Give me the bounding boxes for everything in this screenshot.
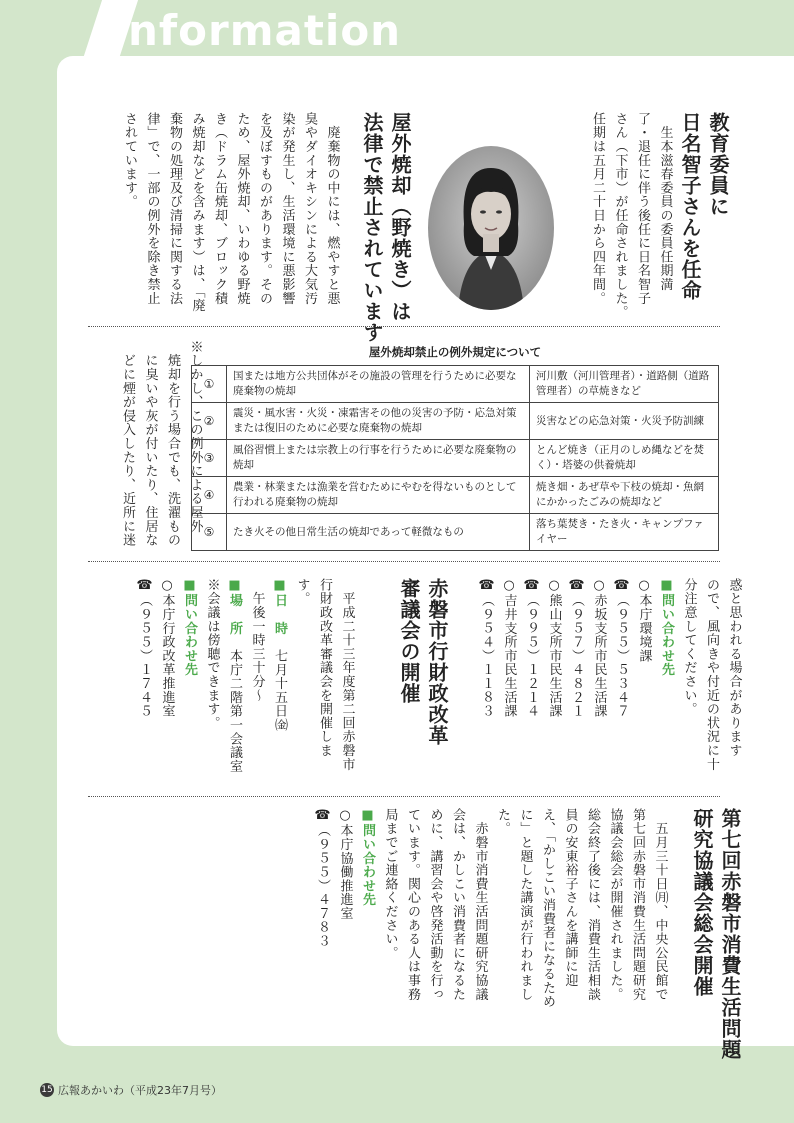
article1-body: 生本滋春委員の委員任期満 了・退任に伴う後任に日名智子 さん（下市）が任命されました。 任期は五月二十日から四年間。 [590, 112, 673, 319]
article4-body: 五月三十日㈪、中央公民館で 第七回赤磐市消費生活問題研究 協議会総会が開催されました。 総会終了後には、消費生活相談 員の安東裕子さんを講師に迎 え、「かしこい消費者になるため に」と題した講演が行われまし た。 赤磐市消費生活問題研究協議 会は、かしこい消費者になるた めに、講習会や啓発活動を行っ ています。関心のある人は事務 局までご連絡ください。 ■問い合わせ先 ○本庁協働推進室 ☎（９５５）４７８３ [315, 808, 668, 1009]
date-label: ■日 時 [272, 578, 287, 636]
divider-2 [88, 561, 720, 562]
contact-label: ■問い合わせ先 [659, 578, 674, 677]
table-row: ③ 風俗習慣上または宗教上の行事を行うために必要な廃棄物の焼却 とんど焼き（正月のしめ縄などを焚く）・塔婆の供養焼却 [192, 440, 719, 477]
table-caption: 屋外焼却禁止の例外規定について [368, 345, 542, 359]
article2-title: 屋外焼却（野焼き）は 法律で禁止されています [360, 112, 412, 343]
exception-table [191, 342, 719, 551]
place-label: ■場 所 [227, 578, 242, 636]
banner-title: nformation [128, 6, 402, 55]
article4-title: 第七回赤磐市消費生活問題 研究協議会総会開催 [690, 808, 742, 1060]
article3-title: 赤磐市行財政改革 審議会の開催 [397, 578, 449, 746]
table-row: ① 国または地方公共団体がその施設の管理を行うために必要な廃棄物の焼却 河川敷（河川管理者）・道路側（道路管理者）の草焼きなど [192, 366, 719, 403]
table-row: ④ 農業・林業または漁業を営むためにやむを得ないものとして行われる廃棄物の焼却 焼き畑・あぜ草や下枝の焼却・魚網にかかったごみの焼却など [192, 477, 719, 514]
article2-body: 廃棄物の中には、燃やすと悪 臭やダイオキシンによる大気汚 染が発生し、生活環境に悪影響 を及ぼすものがあります。その ため、屋外焼却、いわゆる野焼 き（ドラム缶焼却、ブロック積 み焼却などを含みます）は、「廃 棄物の処理及び清掃に関する法 律」で、一部の例外を除き禁止 されています。 [122, 112, 340, 313]
divider-1 [88, 326, 720, 327]
article2-continuation: 惑と思われる場合があります ので、風向きや付近の状況に十 分注意してください。 ■問い合わせ先 ○本庁環境課 ☎（９５５）５３４７ ○赤坂支所市民生活課 ☎（９５７）４８２１ ○熊山支所市民生活課 ☎（９９５）１２１４ ○吉井支所市民生活課 ☎（９５４）１１８３ [479, 578, 742, 772]
header-banner [0, 0, 794, 60]
publication-name: 広報あかいわ（平成23年7月号） [58, 1084, 222, 1097]
table-row: ⑤ たき火その他日常生活の焼却であって軽微なもの 落ち葉焚き・たき火・キャンプファイヤー [192, 514, 719, 551]
contact-label: ■問い合わせ先 [182, 578, 197, 677]
article3-body: 平成二十三年度第二回赤磐市 行財政改革審議会を開催しま す。 ■日 時 七月十五日㈮ 午後一時三十分～ ■場 所 本庁二階第一会議室 ※会議は傍聴できます。 ■問い合わせ先 ○本庁行政改革推進室 ☎（９５５）１７４５ [137, 578, 355, 774]
contact-label: ■問い合わせ先 [360, 808, 375, 907]
article2-note: ※しかし、この例外による屋外 焼却を行う場合でも、洗濯もの に臭いや灰が付いたり、住居な どに煙が侵入したり、近所に迷 [120, 340, 203, 547]
table-row: ② 震災・風水害・火災・凍霜害その他の災害の予防・応急対策または復旧のために必要な廃棄物の焼却 災害などの応急対策・火災予防訓練 [192, 403, 719, 440]
article1-title: 教育委員に 日名智子さんを任命 [678, 112, 730, 301]
page-footer [40, 1082, 222, 1098]
divider-3 [88, 796, 720, 797]
page-number: 15 [41, 1085, 53, 1095]
